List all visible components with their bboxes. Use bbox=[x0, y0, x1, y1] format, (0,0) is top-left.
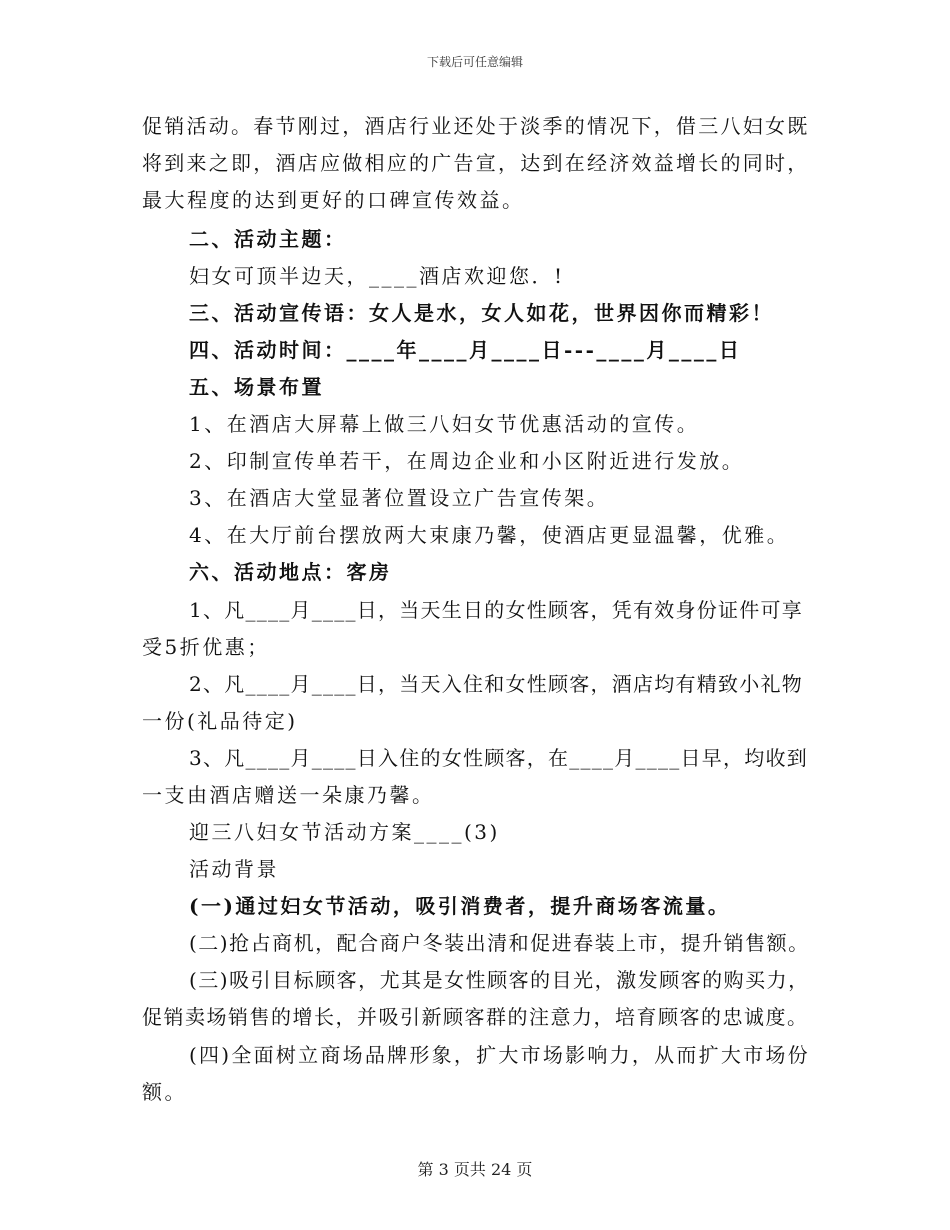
section-heading: 六、活动地点：客房 bbox=[189, 560, 392, 584]
list-item: 2、凡____月____日，当天入住和女性顾客，酒店均有精致小礼物 bbox=[189, 672, 803, 696]
section-heading: 五、场景布置 bbox=[189, 375, 324, 399]
list-item: 4、在大厅前台摆放两大束康乃馨，使酒店更显温馨，优雅。 bbox=[189, 523, 790, 547]
paragraph-line: 促销活动。春节刚过，酒店行业还处于淡季的情况下，借三八妇女既 bbox=[142, 114, 810, 138]
list-item: 3、凡____月____日入住的女性顾客，在____月____日早，均收到 bbox=[189, 746, 808, 770]
paragraph-line: 受5折优惠； bbox=[142, 635, 270, 659]
paragraph-line: 一份(礼品待定) bbox=[142, 709, 298, 733]
subtitle: 迎三八妇女节活动方案____(3) bbox=[189, 820, 500, 844]
paragraph-line: 将到来之即，酒店应做相应的广告宣，达到在经济效益增长的同时， bbox=[142, 151, 810, 175]
list-item: 1、凡____月____日，当天生日的女性顾客，凭有效身份证件可享 bbox=[189, 598, 803, 622]
page-footer: 第 3 页共 24 页 bbox=[417, 1160, 533, 1179]
list-item: (四)全面树立商场品牌形象，扩大市场影响力，从而扩大市场份 bbox=[189, 1043, 810, 1067]
paragraph-line: 额。 bbox=[142, 1080, 187, 1104]
paragraph-line: 最大程度的达到更好的口碑宣传效益。 bbox=[142, 188, 525, 212]
list-item: (一)通过妇女节活动，吸引消费者，提升商场客流量。 bbox=[189, 894, 731, 918]
section-heading: 四、活动时间：____年____月____日---____月____日 bbox=[189, 338, 742, 362]
list-item: (三)吸引目标顾客，尤其是女性顾客的目光，激发顾客的购买力， bbox=[189, 968, 810, 992]
paragraph-line: 妇女可顶半边天，____酒店欢迎您．! bbox=[189, 264, 565, 288]
list-item: 1、在酒店大屏幕上做三八妇女节优惠活动的宣传。 bbox=[189, 412, 700, 436]
paragraph-line: 一支由酒店赠送一朵康乃馨。 bbox=[142, 783, 435, 807]
page-header: 下载后可任意编辑 bbox=[426, 55, 523, 69]
paragraph-line: 活动背景 bbox=[189, 857, 279, 881]
list-item: (二)抢占商机，配合商户冬装出清和促进春装上市，提升销售额。 bbox=[189, 931, 810, 955]
section-heading: 二、活动主题： bbox=[189, 227, 347, 251]
list-item: 3、在酒店大堂显著位置设立广告宣传架。 bbox=[189, 486, 610, 510]
paragraph-line: 促销卖场销售的增长，并吸引新顾客群的注意力，培育顾客的忠诚度。 bbox=[142, 1005, 809, 1029]
list-item: 2、印制宣传单若干，在周边企业和小区附近进行发放。 bbox=[189, 449, 745, 473]
section-heading: 三、活动宣传语：女人是水，女人如花，世界因你而精彩！ bbox=[189, 301, 774, 325]
